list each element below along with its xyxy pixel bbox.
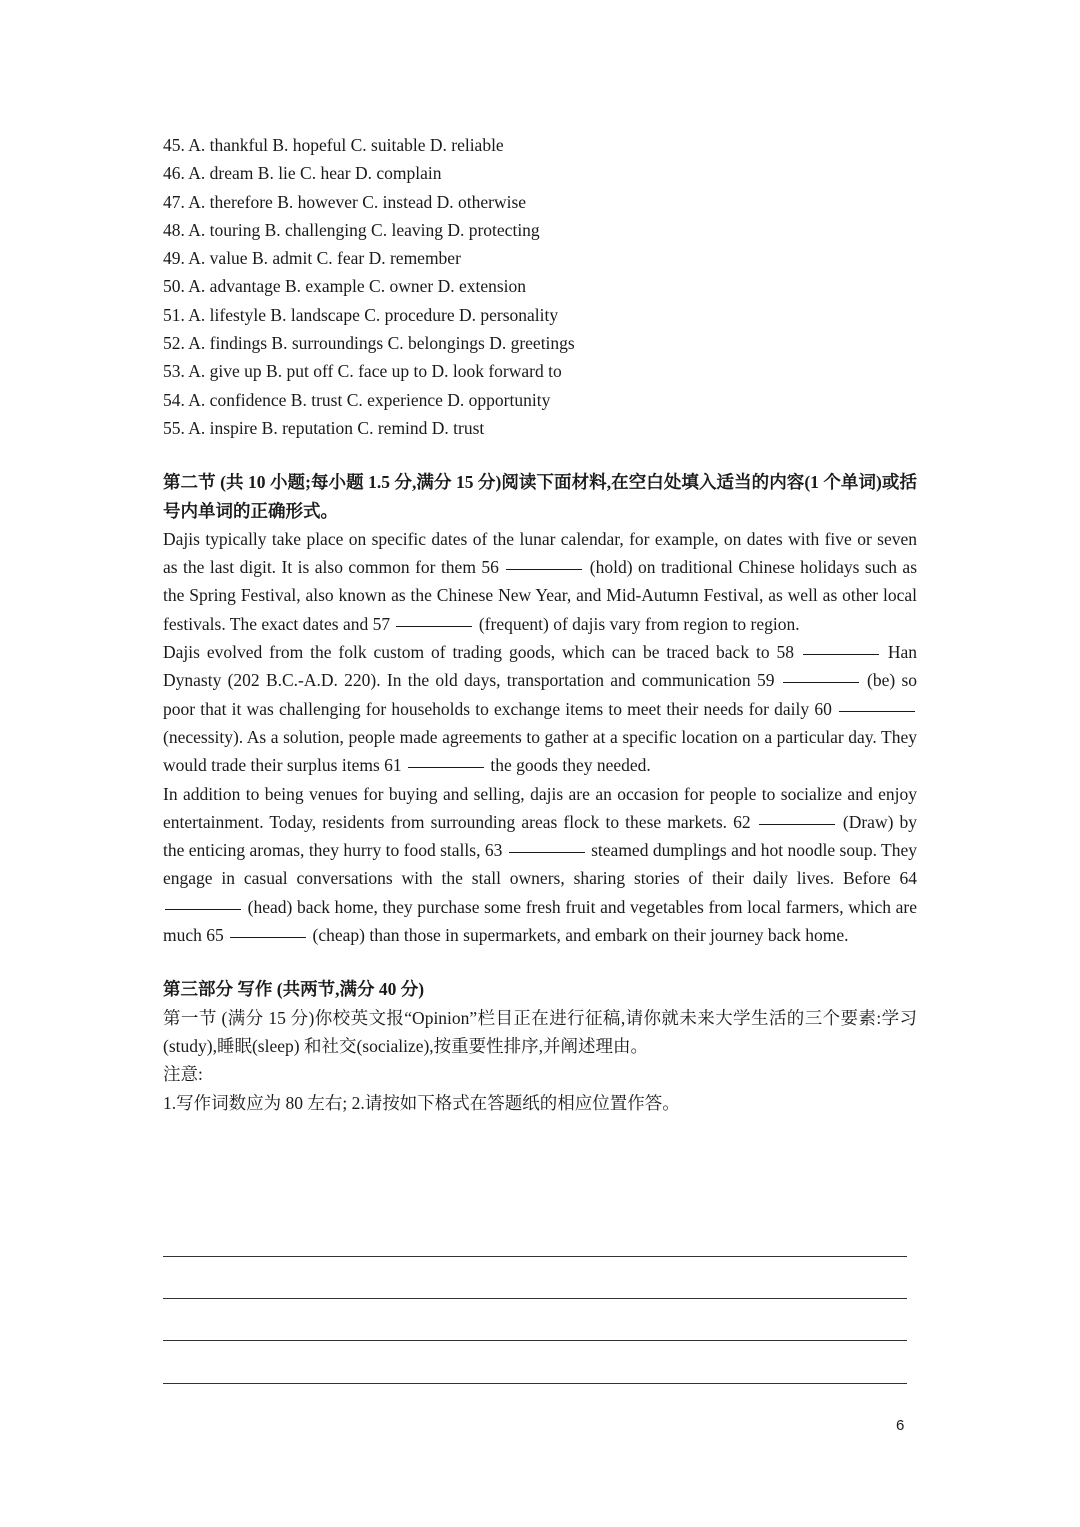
passage-text: Dajis typically take place on specific dates of the lunar calendar, for example, on dates with five or seven as the last digit. It is also common for them 56 xyxy=(163,528,917,578)
passage-paragraph-3 xyxy=(163,780,917,950)
choice-row-45: 45. A. thankful B. hopeful C. suitable D. reliable xyxy=(163,135,504,155)
passage-text: In addition to being venues for buying and selling, dajis are an occasion for people to socialize and enjoy entertainment. Today, residents from surrounding areas flock to these markets. 62 xyxy=(163,783,917,832)
answer-blank-57[interactable] xyxy=(396,625,472,627)
writing-line[interactable] xyxy=(163,1383,907,1384)
passage-text: (frequent) of dajis vary from region to region. xyxy=(478,613,800,634)
passage-text: (necessity). As a solution, people made agreements to gather at a specific location on a particular day. They would trade their surplus items 61 xyxy=(163,726,917,776)
passage-paragraph-2 xyxy=(163,638,917,779)
note-label: 注意: xyxy=(163,1064,203,1085)
writing-line[interactable] xyxy=(163,1298,907,1299)
passage-paragraph-1 xyxy=(163,525,917,638)
choice-row-55: 55. A. inspire B. reputation C. remind D. trust xyxy=(163,417,485,438)
passage-text: (cheap) than those in supermarkets, and embark on their journey back home. xyxy=(312,925,849,946)
section3-heading: 第三部分 写作 (共两节,满分 40 分) xyxy=(163,979,425,1000)
answer-blank-60[interactable] xyxy=(839,710,915,712)
choice-row-54: 54. A. confidence B. trust C. experience D. opportunity xyxy=(163,389,551,410)
passage-text: Dajis evolved from the folk custom of trading goods, which can be traced back to 58 xyxy=(163,642,795,663)
choice-row-49: 49. A. value B. admit C. fear D. remember xyxy=(163,248,461,269)
passage-text: (hold) on traditional Chinese holidays such as the Spring Festival, also known as the Chinese New Year, and Mid-Autumn Festival, as well as other local festivals. The exact dates and 57 xyxy=(163,557,918,634)
passage-text: (Draw) by the enticing aromas, they hurry to food stalls, 63 xyxy=(163,811,918,861)
writing-line[interactable] xyxy=(163,1340,907,1341)
passage-text: Han Dynasty (202 B.C.-A.D. 220). In the old days, transportation and communication 59 xyxy=(163,642,918,691)
choice-row-52: 52. A. findings B. surroundings C. belongings D. greetings xyxy=(163,333,575,354)
answer-blank-61[interactable] xyxy=(408,766,484,768)
choice-row-50: 50. A. advantage B. example C. owner D. extension xyxy=(163,276,527,297)
choice-row-46: 46. A. dream B. lie C. hear D. complain xyxy=(163,163,442,184)
page-number: 6 xyxy=(896,1417,905,1434)
answer-blank-64[interactable] xyxy=(165,908,241,910)
exam-page-content xyxy=(163,131,917,1117)
passage-text: steamed dumplings and hot noodle soup. They engage in casual conversations with the stall owners, sharing stories of their daily lives. Before 64 xyxy=(163,840,917,889)
choice-row-51: 51. A. lifestyle B. landscape C. procedure D. personality xyxy=(163,304,559,325)
answer-blank-56[interactable] xyxy=(506,568,582,570)
answer-blank-59[interactable] xyxy=(783,681,859,683)
choice-row-53: 53. A. give up B. put off C. face up to D. look forward to xyxy=(163,361,562,382)
passage-text: (be) so poor that it was challenging for households to exchange items to meet their needs for daily 60 xyxy=(163,670,918,719)
passage-text: the goods they needed. xyxy=(490,755,651,776)
writing-line[interactable] xyxy=(163,1256,907,1257)
answer-blank-63[interactable] xyxy=(509,851,585,853)
choice-row-48: 48. A. touring B. challenging C. leaving D. protecting xyxy=(163,219,540,240)
passage-text: (head) back home, they purchase some fresh fruit and vegetables from local farmers, which are much 65 xyxy=(163,896,917,946)
writing-note: 1.写作词数应为 80 左右; 2.请按如下格式在答题纸的相应位置作答。 xyxy=(163,1092,680,1113)
choice-row-47: 47. A. therefore B. however C. instead D. otherwise xyxy=(163,191,527,212)
answer-blank-65[interactable] xyxy=(230,936,306,938)
writing-prompt: 第一节 (满分 15 分)你校英文报“Opinion”栏目正在进行征稿,请你就未来大学生活的三个要素:学习(study),睡眠(sleep) 和社交(socialize),按重要性排序,并阐述理由。 xyxy=(163,1007,917,1056)
multiple-choice-options xyxy=(163,131,917,442)
section2-heading: 第二节 (共 10 小题;每小题 1.5 分,满分 15 分)阅读下面材料,在空白处填入适当的内容(1 个单词)或括号内单词的正确形式。 xyxy=(163,472,917,521)
answer-blank-62[interactable] xyxy=(759,823,835,825)
answer-blank-58[interactable] xyxy=(803,653,879,655)
